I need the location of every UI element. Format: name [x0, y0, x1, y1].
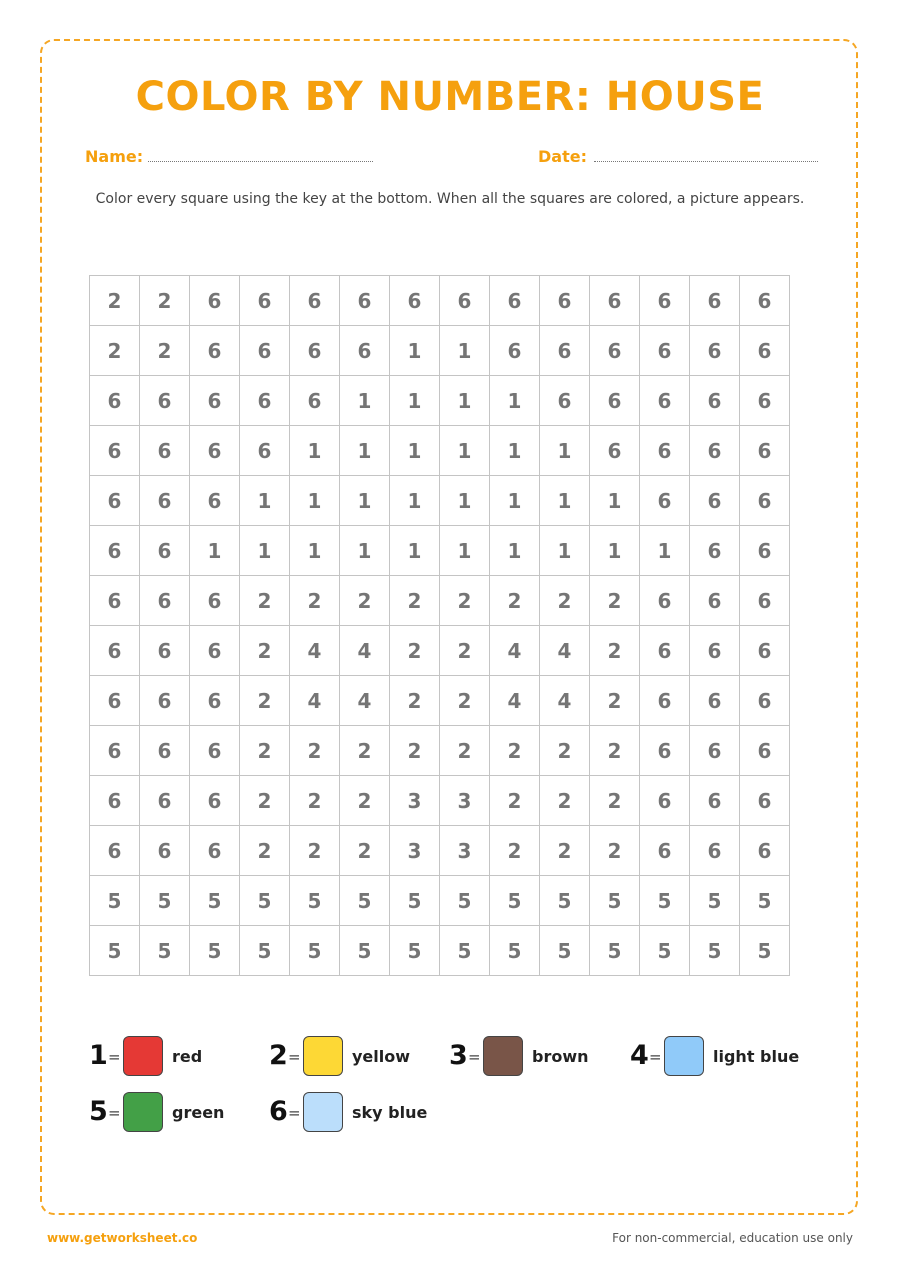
- grid-cell[interactable]: 2: [290, 576, 340, 626]
- instructions-text: Color every square using the key at the bottom. When all the squares are colored, a picture appears.: [95, 191, 805, 207]
- grid-cell[interactable]: 6: [690, 376, 740, 426]
- grid-cell[interactable]: 6: [90, 426, 140, 476]
- grid-cell[interactable]: 2: [290, 826, 340, 876]
- grid-cell[interactable]: 6: [440, 276, 490, 326]
- grid-cell[interactable]: 5: [690, 926, 740, 976]
- grid-cell[interactable]: 6: [490, 326, 540, 376]
- grid-cell[interactable]: 4: [540, 626, 590, 676]
- key-color-name: green: [172, 1103, 225, 1122]
- grid-row: [90, 476, 790, 526]
- grid-cell[interactable]: 6: [590, 326, 640, 376]
- grid-cell[interactable]: 5: [340, 926, 390, 976]
- grid-cell[interactable]: 6: [140, 726, 190, 776]
- grid-cell[interactable]: 2: [240, 726, 290, 776]
- key-number: 5: [89, 1096, 108, 1127]
- grid-cell[interactable]: 6: [740, 426, 790, 476]
- grid-row: [90, 526, 790, 576]
- grid-cell[interactable]: 4: [290, 676, 340, 726]
- grid-cell[interactable]: 6: [540, 326, 590, 376]
- grid-cell[interactable]: 5: [190, 876, 240, 926]
- grid-row: [90, 326, 790, 376]
- grid-cell[interactable]: 4: [490, 676, 540, 726]
- key-equals: =: [288, 1104, 301, 1122]
- grid-cell[interactable]: 2: [240, 676, 290, 726]
- grid-cell[interactable]: 2: [140, 326, 190, 376]
- grid-cell[interactable]: 2: [540, 826, 590, 876]
- grid-cell[interactable]: 6: [690, 676, 740, 726]
- grid-cell[interactable]: 5: [540, 876, 590, 926]
- grid-cell[interactable]: 6: [190, 426, 240, 476]
- grid-cell[interactable]: 6: [90, 376, 140, 426]
- grid-cell[interactable]: 2: [340, 776, 390, 826]
- grid-cell[interactable]: 1: [340, 476, 390, 526]
- grid-cell[interactable]: 4: [540, 676, 590, 726]
- grid-row: [90, 576, 790, 626]
- grid-cell[interactable]: 4: [340, 626, 390, 676]
- grid-cell[interactable]: 6: [90, 626, 140, 676]
- grid-cell[interactable]: 5: [290, 876, 340, 926]
- grid-cell[interactable]: 6: [690, 476, 740, 526]
- grid-cell[interactable]: 5: [440, 926, 490, 976]
- grid-cell[interactable]: 6: [190, 476, 240, 526]
- grid-cell[interactable]: 6: [740, 526, 790, 576]
- grid-cell[interactable]: 5: [590, 876, 640, 926]
- name-label: Name:: [85, 147, 144, 166]
- grid-cell[interactable]: 6: [140, 426, 190, 476]
- grid-cell[interactable]: 6: [740, 776, 790, 826]
- grid-cell[interactable]: 5: [640, 926, 690, 976]
- grid-cell[interactable]: 5: [490, 876, 540, 926]
- grid-cell[interactable]: 2: [490, 726, 540, 776]
- grid-cell[interactable]: 6: [90, 526, 140, 576]
- grid-cell[interactable]: 6: [290, 326, 340, 376]
- grid-cell[interactable]: 6: [90, 776, 140, 826]
- grid-cell[interactable]: 3: [440, 826, 490, 876]
- name-field[interactable]: [148, 161, 373, 162]
- grid-cell[interactable]: 2: [240, 776, 290, 826]
- grid-cell[interactable]: 6: [90, 726, 140, 776]
- grid-cell[interactable]: 6: [240, 426, 290, 476]
- grid-cell[interactable]: 6: [190, 326, 240, 376]
- grid-cell[interactable]: 1: [590, 526, 640, 576]
- grid-cell[interactable]: 2: [440, 626, 490, 676]
- grid-cell[interactable]: 1: [440, 326, 490, 376]
- footer-website: www.getworksheet.co: [47, 1231, 198, 1245]
- grid-cell[interactable]: 6: [690, 626, 740, 676]
- key-number: 6: [269, 1096, 288, 1127]
- grid-cell[interactable]: 2: [490, 576, 540, 626]
- grid-cell[interactable]: 6: [190, 376, 240, 426]
- grid-cell[interactable]: 4: [290, 626, 340, 676]
- grid-cell[interactable]: 1: [290, 526, 340, 576]
- grid-cell[interactable]: 2: [290, 726, 340, 776]
- date-field[interactable]: [594, 161, 818, 162]
- grid-cell[interactable]: 3: [390, 776, 440, 826]
- key-color-name: red: [172, 1047, 203, 1066]
- grid-cell[interactable]: 5: [390, 876, 440, 926]
- grid-cell[interactable]: 5: [640, 876, 690, 926]
- grid-cell[interactable]: 1: [490, 526, 540, 576]
- grid-cell[interactable]: 1: [390, 376, 440, 426]
- grid-cell[interactable]: 2: [290, 776, 340, 826]
- grid-cell[interactable]: 6: [640, 426, 690, 476]
- grid-cell[interactable]: 6: [90, 676, 140, 726]
- grid-row: [90, 726, 790, 776]
- grid-cell[interactable]: 5: [240, 926, 290, 976]
- grid-cell[interactable]: 6: [640, 676, 690, 726]
- grid-cell[interactable]: 6: [690, 426, 740, 476]
- grid-cell[interactable]: 2: [590, 576, 640, 626]
- grid-cell[interactable]: 1: [440, 476, 490, 526]
- grid-cell[interactable]: 6: [690, 326, 740, 376]
- grid-cell[interactable]: 6: [640, 576, 690, 626]
- grid-cell[interactable]: 6: [640, 376, 690, 426]
- grid-cell[interactable]: 1: [490, 376, 540, 426]
- grid-cell[interactable]: 6: [590, 276, 640, 326]
- grid-cell[interactable]: 6: [640, 476, 690, 526]
- grid-cell[interactable]: 2: [440, 676, 490, 726]
- grid-cell[interactable]: 2: [540, 776, 590, 826]
- grid-cell[interactable]: 2: [390, 676, 440, 726]
- grid-cell[interactable]: 2: [240, 826, 290, 876]
- grid-cell[interactable]: 2: [490, 826, 540, 876]
- key-number: 1: [89, 1040, 108, 1071]
- grid-cell[interactable]: 6: [190, 726, 240, 776]
- number-grid: [89, 275, 790, 976]
- grid-cell[interactable]: 6: [190, 276, 240, 326]
- grid-cell[interactable]: 1: [490, 426, 540, 476]
- grid-cell[interactable]: 6: [740, 476, 790, 526]
- key-color-swatch: [303, 1036, 343, 1076]
- grid-cell[interactable]: 2: [540, 726, 590, 776]
- grid-cell[interactable]: 1: [190, 526, 240, 576]
- grid-cell[interactable]: 6: [140, 826, 190, 876]
- grid-cell[interactable]: 5: [390, 926, 440, 976]
- grid-cell[interactable]: 6: [690, 526, 740, 576]
- grid-cell[interactable]: 2: [590, 776, 640, 826]
- grid-cell[interactable]: 1: [240, 476, 290, 526]
- grid-cell[interactable]: 1: [390, 476, 440, 526]
- grid-cell[interactable]: 3: [390, 826, 440, 876]
- key-color-swatch: [483, 1036, 523, 1076]
- grid-cell[interactable]: 6: [640, 276, 690, 326]
- grid-cell[interactable]: 6: [190, 676, 240, 726]
- grid-cell[interactable]: 6: [190, 826, 240, 876]
- grid-cell[interactable]: 2: [240, 576, 290, 626]
- grid-row: [90, 376, 790, 426]
- grid-cell[interactable]: 1: [240, 526, 290, 576]
- grid-cell[interactable]: 6: [590, 376, 640, 426]
- grid-cell[interactable]: 5: [740, 876, 790, 926]
- key-color-swatch: [123, 1092, 163, 1132]
- grid-cell[interactable]: 5: [490, 926, 540, 976]
- grid-cell[interactable]: 6: [290, 276, 340, 326]
- key-number: 3: [449, 1040, 468, 1071]
- grid-cell[interactable]: 5: [140, 876, 190, 926]
- key-color-name: yellow: [352, 1047, 411, 1066]
- grid-cell[interactable]: 6: [240, 326, 290, 376]
- grid-cell[interactable]: 5: [440, 876, 490, 926]
- grid-cell[interactable]: 2: [240, 626, 290, 676]
- grid-cell[interactable]: 6: [490, 276, 540, 326]
- grid-cell[interactable]: 6: [690, 726, 740, 776]
- grid-cell[interactable]: 5: [240, 876, 290, 926]
- grid-cell[interactable]: 2: [540, 576, 590, 626]
- grid-cell[interactable]: 5: [340, 876, 390, 926]
- grid-cell[interactable]: 2: [440, 576, 490, 626]
- grid-cell[interactable]: 2: [390, 726, 440, 776]
- grid-cell[interactable]: 1: [390, 326, 440, 376]
- grid-cell[interactable]: 6: [740, 376, 790, 426]
- footer-notice: For non-commercial, education use only: [612, 1231, 853, 1245]
- grid-cell[interactable]: 6: [640, 726, 690, 776]
- grid-cell[interactable]: 1: [390, 426, 440, 476]
- grid-row: [90, 776, 790, 826]
- grid-cell[interactable]: 6: [740, 276, 790, 326]
- grid-row: [90, 426, 790, 476]
- grid-cell[interactable]: 3: [440, 776, 490, 826]
- grid-cell[interactable]: 5: [190, 926, 240, 976]
- grid-cell[interactable]: 5: [290, 926, 340, 976]
- grid-cell[interactable]: 1: [540, 426, 590, 476]
- grid-cell[interactable]: 6: [740, 826, 790, 876]
- grid-cell[interactable]: 6: [190, 626, 240, 676]
- grid-cell[interactable]: 6: [290, 376, 340, 426]
- grid-cell[interactable]: 2: [340, 576, 390, 626]
- grid-cell[interactable]: 6: [640, 326, 690, 376]
- key-color-swatch: [303, 1092, 343, 1132]
- grid-row: [90, 276, 790, 326]
- key-equals: =: [288, 1048, 301, 1066]
- grid-cell[interactable]: 1: [490, 476, 540, 526]
- grid-cell[interactable]: 1: [290, 476, 340, 526]
- grid-cell[interactable]: 6: [640, 776, 690, 826]
- grid-cell[interactable]: 6: [540, 276, 590, 326]
- grid-cell[interactable]: 6: [90, 476, 140, 526]
- grid-cell[interactable]: 2: [340, 826, 390, 876]
- grid-cell[interactable]: 6: [590, 426, 640, 476]
- grid-cell[interactable]: 1: [440, 426, 490, 476]
- grid-row: [90, 926, 790, 976]
- grid-row: [90, 626, 790, 676]
- grid-cell[interactable]: 6: [690, 576, 740, 626]
- grid-cell[interactable]: 6: [190, 576, 240, 626]
- grid-cell[interactable]: 5: [90, 926, 140, 976]
- worksheet-title: COLOR BY NUMBER: HOUSE: [135, 74, 765, 120]
- grid-cell[interactable]: 6: [240, 276, 290, 326]
- grid-cell[interactable]: 6: [740, 326, 790, 376]
- key-equals: =: [649, 1048, 662, 1066]
- grid-cell[interactable]: 6: [740, 576, 790, 626]
- grid-cell[interactable]: 6: [340, 326, 390, 376]
- key-color-name: brown: [532, 1047, 589, 1066]
- grid-cell[interactable]: 6: [740, 626, 790, 676]
- date-label: Date:: [538, 147, 587, 166]
- grid-cell[interactable]: 2: [590, 726, 640, 776]
- grid-cell[interactable]: 6: [140, 376, 190, 426]
- grid-cell[interactable]: 2: [590, 626, 640, 676]
- key-equals: =: [108, 1048, 121, 1066]
- grid-cell[interactable]: 6: [190, 776, 240, 826]
- grid-cell[interactable]: 6: [640, 626, 690, 676]
- grid-cell[interactable]: 2: [390, 576, 440, 626]
- grid-cell[interactable]: 5: [90, 876, 140, 926]
- grid-cell[interactable]: 1: [290, 426, 340, 476]
- grid-cell[interactable]: 6: [690, 776, 740, 826]
- key-color-name: sky blue: [352, 1103, 428, 1122]
- grid-cell[interactable]: 2: [340, 726, 390, 776]
- grid-cell[interactable]: 6: [90, 576, 140, 626]
- grid-row: [90, 676, 790, 726]
- grid-cell[interactable]: 1: [590, 476, 640, 526]
- grid-cell[interactable]: 2: [140, 276, 190, 326]
- key-number: 2: [269, 1040, 288, 1071]
- grid-cell[interactable]: 1: [340, 426, 390, 476]
- grid-cell[interactable]: 1: [540, 526, 590, 576]
- grid-cell[interactable]: 6: [140, 776, 190, 826]
- key-color-swatch: [123, 1036, 163, 1076]
- grid-cell[interactable]: 1: [390, 526, 440, 576]
- key-equals: =: [108, 1104, 121, 1122]
- grid-cell[interactable]: 6: [740, 726, 790, 776]
- grid-cell[interactable]: 2: [90, 326, 140, 376]
- grid-cell[interactable]: 2: [590, 826, 640, 876]
- grid-cell[interactable]: 6: [690, 276, 740, 326]
- grid-row: [90, 826, 790, 876]
- grid-cell[interactable]: 4: [340, 676, 390, 726]
- grid-cell[interactable]: 6: [690, 826, 740, 876]
- key-equals: =: [468, 1048, 481, 1066]
- grid-cell[interactable]: 6: [340, 276, 390, 326]
- grid-cell[interactable]: 5: [740, 926, 790, 976]
- grid-cell[interactable]: 6: [140, 526, 190, 576]
- grid-cell[interactable]: 5: [690, 876, 740, 926]
- grid-cell[interactable]: 1: [440, 376, 490, 426]
- grid-cell[interactable]: 1: [440, 526, 490, 576]
- grid-cell[interactable]: 1: [540, 476, 590, 526]
- grid-cell[interactable]: 6: [140, 626, 190, 676]
- key-color-name: light blue: [713, 1047, 800, 1066]
- grid-cell[interactable]: 6: [140, 476, 190, 526]
- grid-cell[interactable]: 6: [240, 376, 290, 426]
- grid-cell[interactable]: 5: [540, 926, 590, 976]
- grid-cell[interactable]: 6: [540, 376, 590, 426]
- key-color-swatch: [664, 1036, 704, 1076]
- grid-cell[interactable]: 2: [590, 676, 640, 726]
- grid-cell[interactable]: 6: [640, 826, 690, 876]
- grid-row: [90, 876, 790, 926]
- grid-cell[interactable]: 5: [140, 926, 190, 976]
- grid-cell[interactable]: 4: [490, 626, 540, 676]
- grid-cell[interactable]: 6: [140, 576, 190, 626]
- grid-cell[interactable]: 2: [490, 776, 540, 826]
- key-number: 4: [630, 1040, 649, 1071]
- grid-cell[interactable]: 6: [140, 676, 190, 726]
- grid-cell[interactable]: 1: [640, 526, 690, 576]
- grid-cell[interactable]: 1: [340, 526, 390, 576]
- grid-cell[interactable]: 6: [740, 676, 790, 726]
- grid-cell[interactable]: 2: [440, 726, 490, 776]
- grid-cell[interactable]: 2: [90, 276, 140, 326]
- grid-cell[interactable]: 2: [390, 626, 440, 676]
- grid-cell[interactable]: 1: [340, 376, 390, 426]
- grid-cell[interactable]: 6: [390, 276, 440, 326]
- grid-cell[interactable]: 6: [90, 826, 140, 876]
- grid-cell[interactable]: 5: [590, 926, 640, 976]
